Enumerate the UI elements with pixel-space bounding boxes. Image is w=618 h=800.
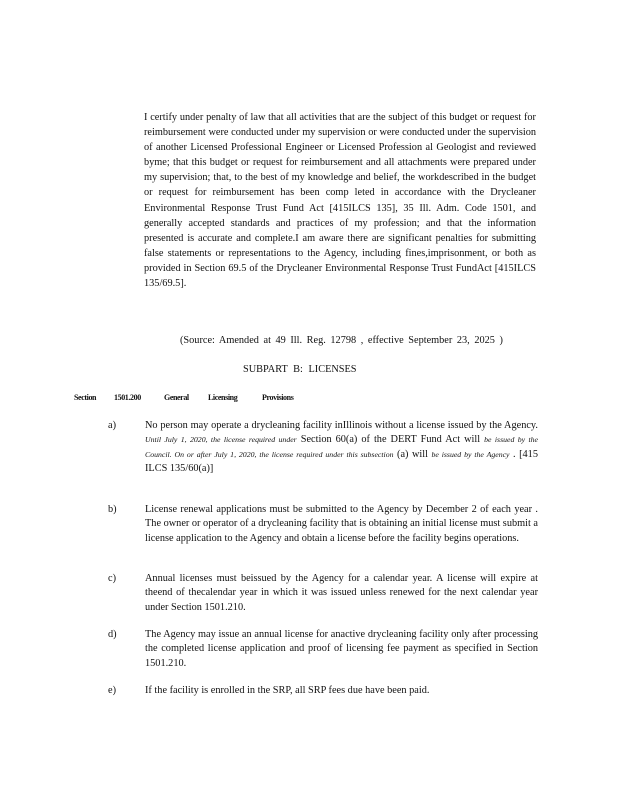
subpart-heading: SUBPART B: LICENSES: [243, 364, 357, 375]
section-title-word-2: Licensing: [208, 393, 238, 402]
section-label: Section: [74, 393, 97, 402]
list-item-text: The Agency may issue an annual license for anactive drycleaning facility only after processing the completed license application and proof of licensing fee payment as specified in Section 1501.210.: [145, 629, 538, 669]
list-item-label: d): [108, 629, 117, 640]
list-item-text: Annual licenses must beissued by the Agency for a calendar year. A license will expire at theend of thecalendar year in which it was issued unless renewed for the next calendar year under Section 1501.210.: [145, 573, 538, 613]
source-note: (Source: Amended at 49 Ill. Reg. 12798 , effective September 23, 2025 ): [180, 335, 503, 346]
list-item-label: a): [108, 420, 116, 431]
list-item-label: e): [108, 685, 116, 696]
certification-paragraph: I certify under penalty of law that all activities that are the subject of this budget or request for reimbursement were conducted under my supervision or were conducted under the supervision of another Licensed Professional Engineer or Licensed Profession al Geologist and reviewed byme; that this budget or request for reimbursement and all attachments were prepared under my supervision; that, to the best of my knowledge and belief, the workdescribed in the budget or request for reimbursement has been comp leted in accordance with the Drycleaner Environmental Response Trust Fund Act [415ILCS 135], 35 Ill. Adm. Code 1501, and generally accepted standards and practices of my profession; and that the information presented is accurate and complete.I am aware there are significant penalties for submitting false statements or representations to the Agency, including fines,imprisonment, or both as provided in Section 69.5 of the Drycleaner Environmental Response Trust FundAct [415ILCS 135/69.5].: [144, 112, 536, 290]
list-item-text: If the facility is enrolled in the SRP, all SRP fees due have been paid.: [145, 685, 430, 696]
section-title-word-3: Provisions: [262, 393, 294, 402]
section-number: 1501.200: [114, 393, 141, 402]
list-item-text: No person may operate a drycleaning facility inIllinois without a license issued by the Agency. Until July 1, 2020, the license required under Section 60(a) of the DERT Fund Act will be issued by the Council. On or after July 1, 2020, the license required under this subsection (a) will be issued by the Agency . [415 ILCS 135/60(a)]: [145, 420, 539, 475]
section-title-word-1: General: [164, 393, 189, 402]
list-item-text: License renewal applications must be submitted to the Agency by December 2 of each year . The owner or operator of a drycleaning facility that is obtaining an initial license must submit a license application to the Agency and obtain a license before the facility begins operations.: [145, 504, 538, 544]
list-item-label: b): [108, 504, 117, 515]
list-item-label: c): [108, 573, 116, 584]
